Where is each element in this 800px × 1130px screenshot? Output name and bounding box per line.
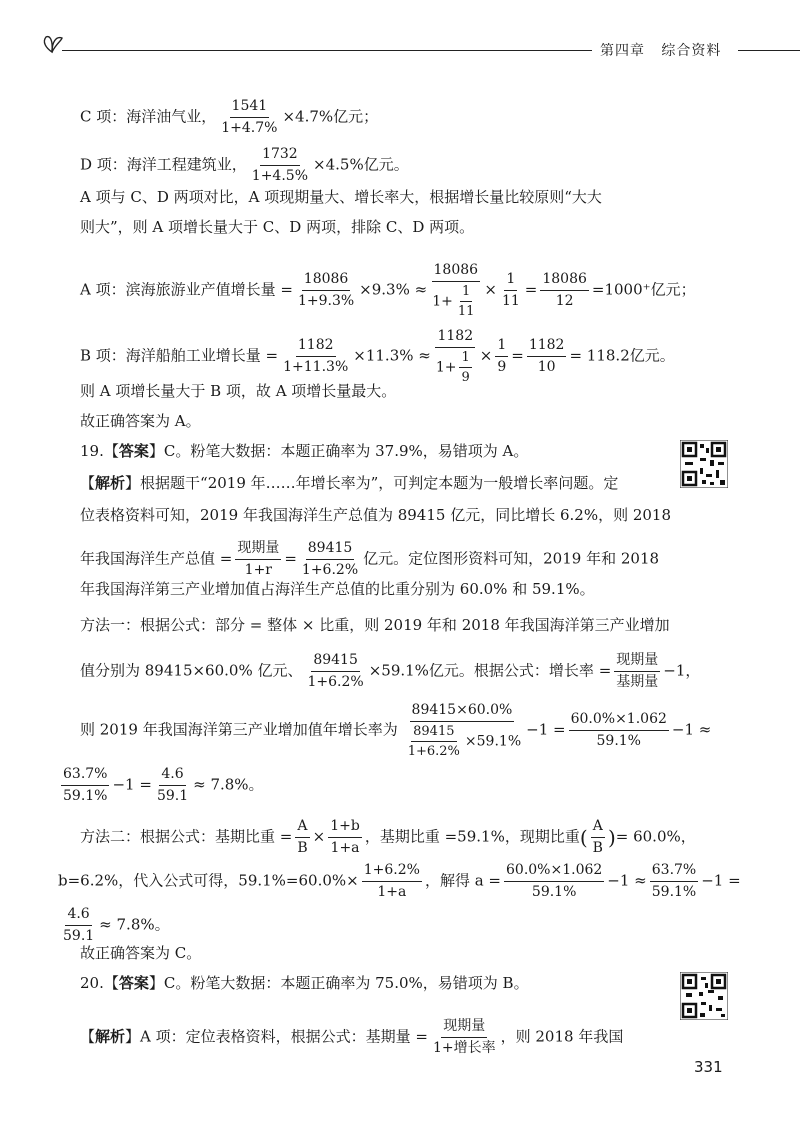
fraction: [406, 724, 462, 759]
fraction: [431, 1018, 498, 1057]
fraction: [250, 146, 310, 185]
fraction: [500, 271, 522, 310]
text: 则 2019 年我国海洋第三产业增加值年增长率为: [80, 720, 398, 739]
method-two-line: [58, 862, 741, 901]
numerator: 60.0%×1.062: [504, 862, 604, 882]
denominator: 1+a: [377, 884, 407, 900]
text: −1 ≈: [671, 720, 712, 739]
numerator: 1732: [260, 146, 300, 166]
denominator: 1+9.3%: [297, 293, 355, 309]
fraction: [61, 906, 96, 945]
text: 】C。粉笔大数据：本题正确率为 75.0%，易错项为 B。: [148, 974, 529, 992]
text: 】C。粉笔大数据：本题正确率为 37.9%，易错项为 A。: [148, 442, 529, 460]
text: ，基期比重 =59.1%，现期比重: [364, 827, 580, 846]
text: ×4.7%亿元；: [282, 107, 379, 126]
fraction: [434, 328, 477, 385]
answer-tag: 答案: [118, 442, 149, 460]
method-two-line: [80, 818, 696, 857]
page-number: 331: [694, 1058, 723, 1076]
text: 19.【: [80, 442, 119, 460]
numerator: 1182: [296, 337, 336, 357]
denominator: [401, 722, 523, 759]
method-two-result: [58, 906, 170, 945]
text: −1，: [663, 661, 701, 680]
analysis-tag: 解析: [95, 474, 126, 492]
qr-code-icon[interactable]: [680, 972, 728, 1020]
text: ≈ 7.8%。: [99, 915, 170, 934]
page-header: [0, 34, 800, 64]
option-d-line: [80, 146, 409, 185]
denominator: 1+11.3%: [283, 359, 349, 375]
paragraph: 故正确答案为 C。: [80, 944, 202, 962]
text: 亿元。定位图形资料可知，2019 年和 2018: [363, 549, 660, 568]
denominator: 1+4.7%: [221, 120, 278, 136]
numerator: 63.7%: [61, 766, 109, 786]
numerator: 89415: [311, 652, 360, 672]
text: −1 =: [526, 720, 566, 739]
numerator: 4.6: [159, 766, 185, 786]
paren: (: [579, 825, 588, 850]
numerator: 1: [460, 284, 472, 302]
method-one-result: [58, 766, 264, 805]
denominator: 10: [537, 359, 556, 375]
numerator: 1182: [527, 337, 567, 357]
denominator: 59.1%: [651, 884, 697, 900]
numerator: 63.7%: [650, 862, 698, 882]
qr-code-icon[interactable]: [680, 440, 728, 488]
fraction: [614, 652, 660, 691]
numerator: 现期量: [614, 652, 660, 672]
denominator: 1+增长率: [432, 1040, 496, 1056]
analysis-tag: 解析: [95, 1027, 126, 1046]
text: 20.【: [80, 974, 119, 992]
numerator: 89415: [411, 724, 456, 742]
denominator: 11: [457, 304, 475, 319]
text: B 项：海洋船舶工业增长量 =: [80, 346, 279, 365]
text: ×11.3% ≈: [353, 346, 431, 365]
paragraph: 则 A 项增长量大于 B 项，故 A 项增长量最大。: [80, 382, 397, 400]
text: = 118.2亿元。: [569, 346, 675, 365]
paragraph: 则大”，则 A 项增长量大于 C、D 两项，排除 C、D 两项。: [80, 218, 475, 236]
fraction: [504, 862, 604, 901]
paragraph: 故正确答案为 A。: [80, 412, 201, 430]
denominator: 12: [555, 293, 574, 309]
numerator: 1182: [435, 328, 475, 348]
answer-tag: 答案: [118, 974, 149, 992]
denominator: 59.1%: [531, 884, 577, 900]
text: −1 =: [112, 775, 152, 794]
denominator: 9: [497, 359, 507, 375]
paragraph: 位表格资料可知，2019 年我国海洋生产总值为 89415 亿元，同比增长 6.2%，则 2018: [80, 506, 672, 524]
answer-19: [80, 440, 528, 462]
analysis-19: [80, 472, 618, 494]
denominator: 1+6.2%: [307, 674, 364, 690]
answer-20: [80, 972, 529, 994]
fraction: [328, 818, 362, 857]
text: ×: [312, 827, 326, 846]
denominator: 9: [461, 370, 470, 385]
denominator: 59.1%: [63, 788, 108, 804]
chapter-number: 第四章: [600, 43, 645, 59]
option-c-line: [80, 98, 378, 137]
text: =1000⁺亿元；: [591, 280, 696, 299]
option-b-calc: [80, 328, 675, 385]
fraction: [591, 818, 605, 857]
fraction: [459, 350, 471, 385]
text: 年我国海洋生产总值 =: [80, 549, 233, 568]
fraction: [495, 337, 508, 376]
text: =: [284, 549, 297, 568]
fraction: [219, 98, 279, 137]
numerator: 4.6: [65, 906, 91, 926]
text: 1+: [435, 359, 457, 376]
denominator: 1+4.5%: [251, 168, 309, 184]
denominator: B: [592, 840, 603, 856]
numerator: 89415: [306, 540, 355, 560]
text: −1 =: [701, 871, 741, 890]
fraction: [295, 818, 309, 857]
text: ×59.1%: [464, 733, 522, 750]
numerator: 1: [459, 350, 471, 368]
denominator: 11: [501, 293, 520, 309]
header-rule-left: [62, 50, 592, 51]
fraction: [430, 262, 481, 319]
text: ×: [479, 346, 493, 365]
denominator: 59.1: [63, 928, 95, 944]
numerator: 1+b: [328, 818, 362, 838]
denominator: 1+6.2%: [301, 562, 359, 578]
fraction: [527, 337, 567, 376]
denominator: 1+a: [330, 840, 360, 856]
denominator: [430, 282, 481, 319]
paragraph: A 项与 C、D 两项对比，A 项现期量大、增长率大，根据增长量比较原则“大大: [80, 188, 602, 206]
numerator: 现期量: [441, 1018, 487, 1038]
text: =: [511, 346, 524, 365]
text: b=6.2%，代入公式可得，59.1%=60.0%×: [58, 871, 359, 890]
denominator: B: [297, 840, 308, 856]
text: 】根据题干“2019 年……年增长率为”，可判定本题为一般增长率问题。定: [125, 474, 619, 492]
base-total-formula: [80, 540, 659, 579]
fraction: [569, 711, 669, 750]
numerator: 60.0%×1.062: [569, 711, 669, 731]
method-one-line: [80, 652, 700, 691]
numerator: 1+6.2%: [362, 862, 422, 882]
text: 【: [80, 474, 96, 492]
text: 【: [80, 1027, 96, 1046]
denominator: 基期量: [616, 674, 659, 690]
text: ×9.3% ≈: [359, 280, 428, 299]
denominator: 59.1: [156, 788, 189, 804]
chapter-name: 综合资料: [661, 43, 722, 59]
text: −1 ≈: [607, 871, 647, 890]
text: ，解得 a =: [424, 871, 501, 890]
fraction: [235, 540, 281, 579]
text: 值分别为 89415×60.0% 亿元、: [80, 661, 303, 680]
leaf-icon: [40, 34, 64, 54]
numerator: A: [591, 818, 605, 838]
text: = 60.0%，: [615, 827, 696, 846]
text: ×59.1%亿元。根据公式：增长率 =: [368, 661, 612, 680]
fraction: [281, 337, 350, 376]
numerator: 1541: [230, 98, 270, 118]
numerator: A: [295, 818, 309, 838]
denominator: 1+6.2%: [407, 744, 460, 759]
chapter-title: [600, 40, 721, 60]
text: A 项：滨海旅游业产值增长量 =: [80, 280, 293, 299]
fraction: [155, 766, 190, 805]
header-rule-right: [738, 50, 800, 51]
fraction: [61, 766, 109, 805]
text: =: [524, 280, 538, 299]
numerator: 1: [495, 337, 508, 357]
text: 1+: [432, 293, 453, 310]
fraction: [456, 284, 477, 319]
numerator: 18086: [432, 262, 481, 282]
paragraph: 年我国海洋第三产业增加值占海洋生产总值的比重分别为 60.0% 和 59.1%。: [80, 580, 595, 598]
numerator: 18086: [302, 271, 351, 291]
fraction: [401, 702, 523, 759]
text: ×: [484, 280, 497, 299]
fraction: [650, 862, 698, 901]
text: 】A 项：定位表格资料，根据公式：基期量 =: [125, 1027, 428, 1046]
fraction: [362, 862, 422, 901]
option-a-calc: [80, 262, 696, 319]
numerator: 1: [504, 271, 517, 291]
numerator: 现期量: [235, 540, 281, 560]
text: C 项：海洋油气业，: [80, 107, 217, 126]
text: D 项：海洋工程建筑业，: [80, 155, 247, 174]
analysis-20: [80, 1018, 623, 1057]
text: ，则 2018 年我国: [500, 1027, 624, 1046]
numerator: 89415×60.0%: [410, 702, 515, 722]
fraction: [305, 652, 365, 691]
fraction: [300, 540, 360, 579]
method-one-line: 方法一：根据公式：部分 = 整体 × 比重，则 2019 年和 2018 年我国海洋第三产业增加: [80, 616, 670, 634]
denominator: 59.1%: [596, 733, 641, 749]
fraction: [296, 271, 356, 310]
text: ≈ 7.8%。: [193, 775, 264, 794]
fraction: [540, 271, 589, 310]
numerator: 18086: [540, 271, 589, 291]
text: ×4.5%亿元。: [313, 155, 409, 174]
denominator: [434, 348, 477, 385]
method-one-line: [80, 702, 711, 759]
paren: ): [607, 825, 616, 850]
denominator: 1+r: [244, 562, 273, 578]
text: 方法二：根据公式：基期比重 =: [80, 827, 293, 846]
